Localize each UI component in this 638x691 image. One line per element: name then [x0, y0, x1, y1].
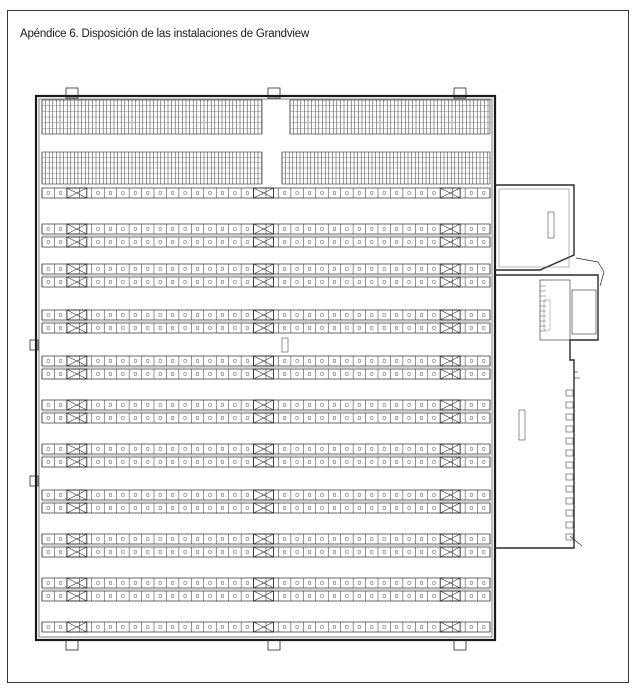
dock-door	[566, 402, 573, 408]
dock-door	[566, 462, 573, 468]
dock-door	[566, 534, 573, 540]
rack-row	[42, 224, 490, 247]
dock-annex	[495, 185, 604, 548]
shelving-block	[282, 152, 490, 184]
dock-door	[566, 522, 573, 528]
shelving-block	[42, 152, 262, 184]
figure-title: Apéndice 6. Disposición de las instalaciones de Grandview	[20, 28, 310, 40]
rack-row	[42, 188, 490, 198]
rack-row	[42, 400, 490, 423]
column-marker	[66, 640, 78, 650]
rack-row	[42, 534, 490, 557]
aisle-label-marker	[282, 338, 288, 352]
dock-door	[566, 414, 573, 420]
rack-row	[42, 578, 490, 601]
dock-door	[566, 438, 573, 444]
rack-row	[42, 264, 490, 287]
shelving-block	[290, 100, 490, 134]
dock-door	[566, 450, 573, 456]
dock-door	[566, 426, 573, 432]
upper-storage-area	[42, 100, 490, 184]
rack-row	[42, 622, 490, 632]
dock-door	[566, 474, 573, 480]
dock-door	[566, 510, 573, 516]
column-marker	[268, 640, 280, 650]
dock-label-marker	[548, 212, 554, 238]
rack-row	[42, 490, 490, 513]
rack-row	[42, 356, 490, 379]
rack-row	[42, 310, 490, 333]
rack-row	[42, 444, 490, 467]
dock-door	[566, 486, 573, 492]
dock-label-marker	[519, 410, 525, 440]
column-marker	[454, 640, 466, 650]
dock-door	[566, 390, 573, 396]
dock-door	[566, 498, 573, 504]
shelving-block	[42, 100, 262, 134]
office-block	[572, 290, 596, 334]
